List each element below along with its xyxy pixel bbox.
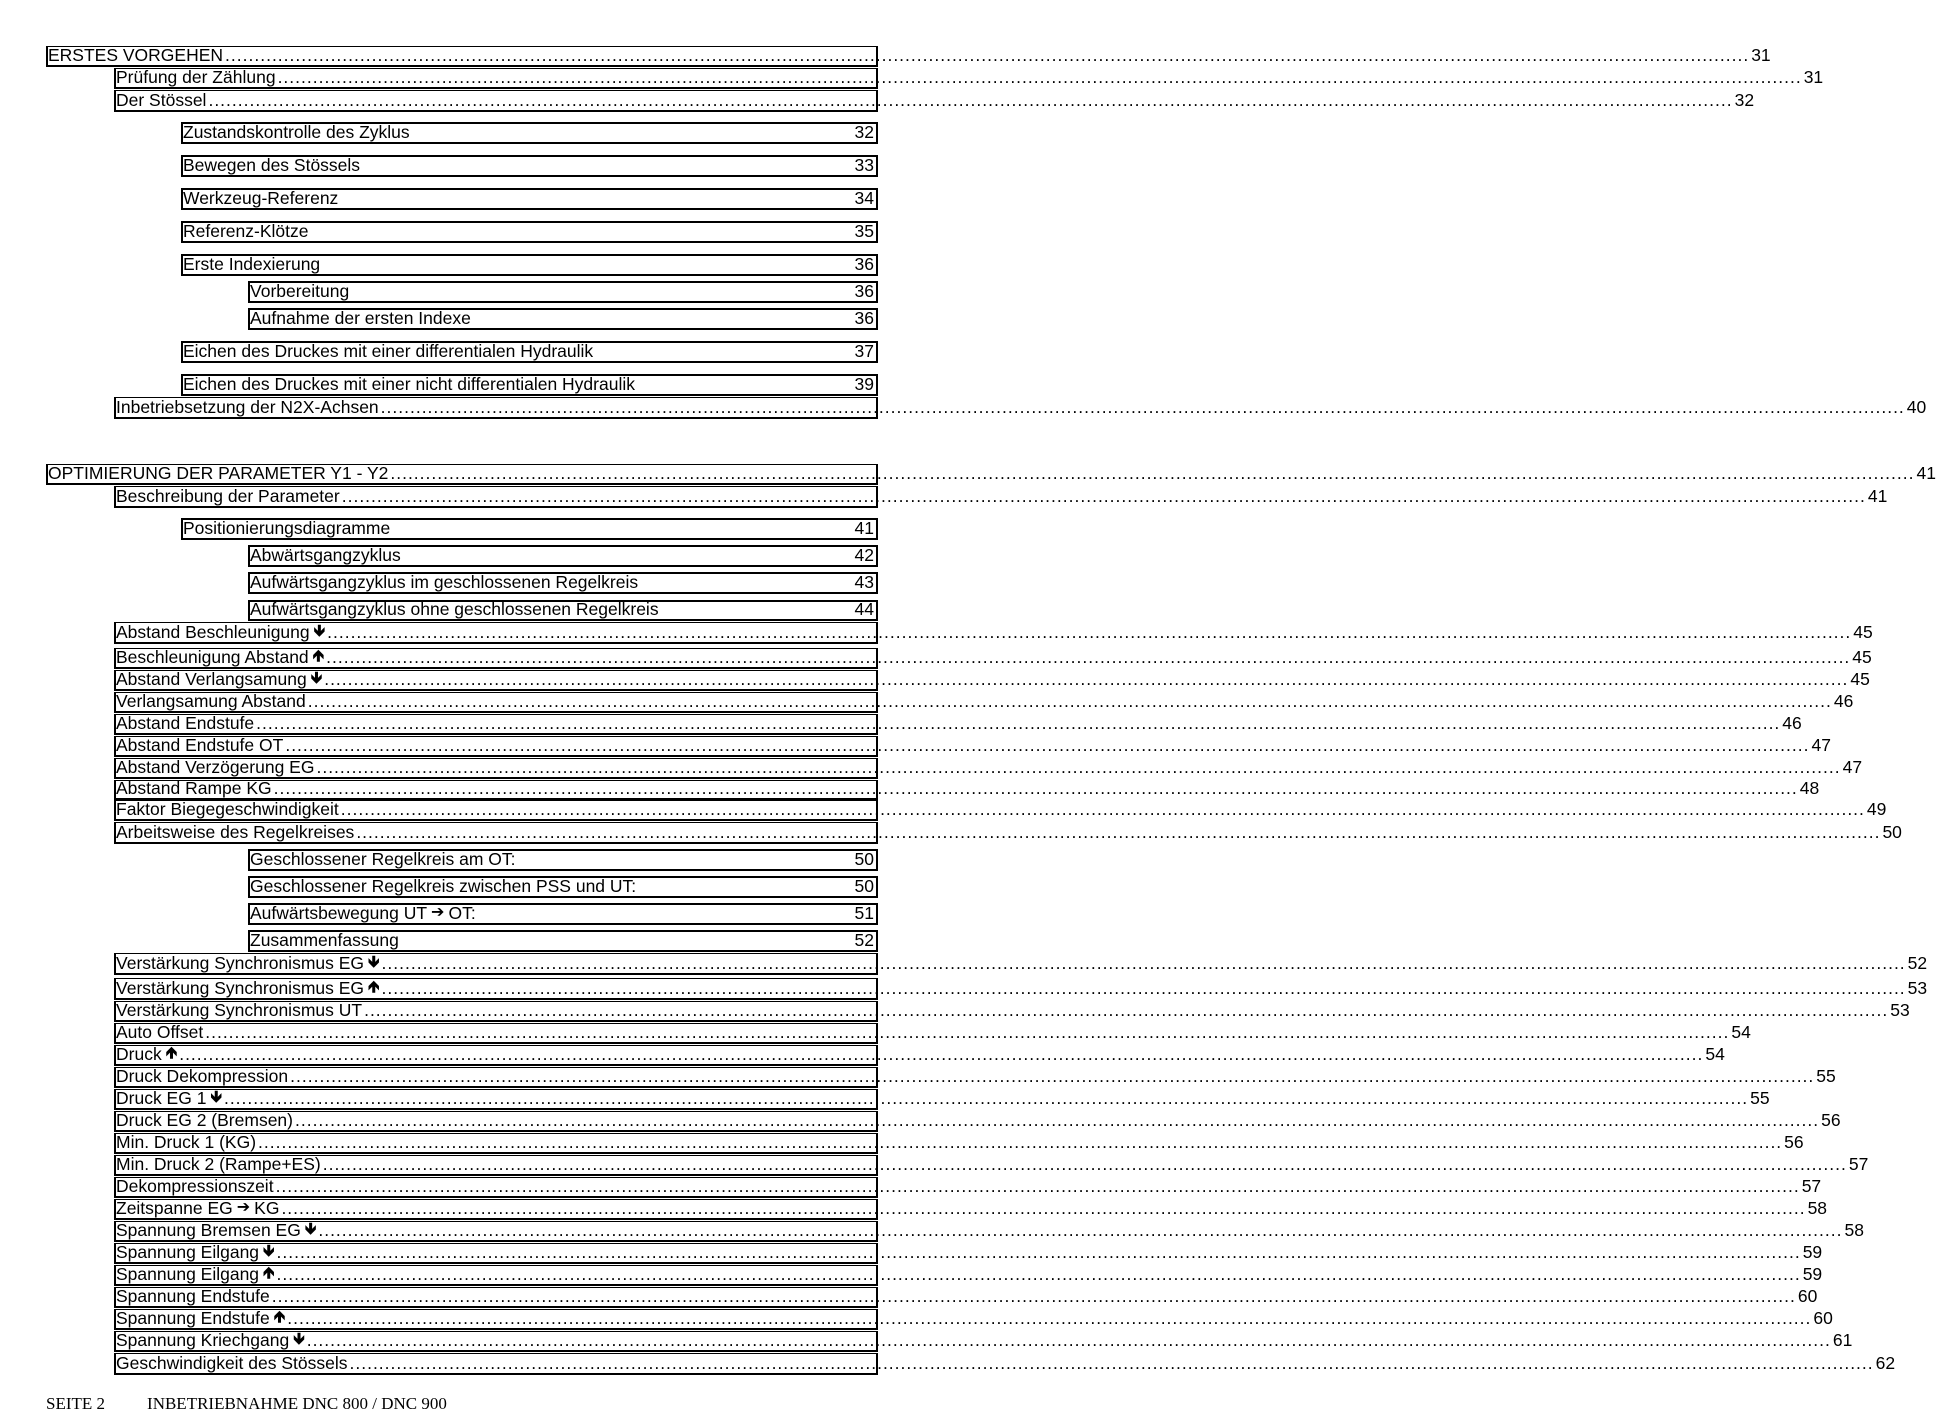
toc-entry-page-number: 55 [1750, 1088, 1770, 1108]
toc-entry[interactable] [181, 122, 878, 144]
toc-entry-page-number: 46 [1833, 691, 1854, 711]
toc-entry[interactable] [114, 1220, 1864, 1242]
toc-entry[interactable] [248, 600, 878, 621]
toc-entry-title: Beschleunigung Abstand [116, 647, 309, 667]
arrow-down-icon: 🡻 [293, 1331, 305, 1348]
dot-leader: .................................................................................................................................................................................................................................................................... [208, 90, 1733, 110]
toc-entry-page-number: 39 [854, 374, 874, 394]
toc-entry[interactable] [181, 254, 878, 276]
toc-entry[interactable] [181, 518, 878, 540]
dot-leader: .................................................................................................................................................................................................................................................................... [349, 1353, 1874, 1373]
toc-entry-page-number: 37 [854, 341, 874, 361]
toc-entry-title: Vorbereitung [250, 281, 350, 301]
toc-entry-title: Spannung Kriechgang [116, 1330, 290, 1350]
toc-entry[interactable] [114, 67, 1824, 89]
toc-entry[interactable] [46, 463, 1936, 485]
dot-leader: .................................................................................................................................................................................................................................................................... [225, 45, 1750, 65]
dot-leader: .................................................................................................................................................................................................................................................................... [380, 397, 1905, 417]
toc-entry-title: Auto Offset [116, 1022, 204, 1042]
toc-entry-title: Faktor Biegegeschwindigkeit [116, 799, 339, 819]
toc-entry-page-number: 52 [1907, 953, 1928, 973]
toc-entry-page-number: 43 [854, 572, 874, 592]
toc-entry-page-number: 41 [1916, 463, 1936, 483]
toc-entry-title: Spannung Endstufe [116, 1286, 270, 1306]
toc-entry[interactable] [181, 188, 878, 210]
arrow-down-icon: 🡻 [210, 1089, 222, 1106]
toc-entry-page-number: 59 [1802, 1242, 1823, 1262]
toc-entry[interactable] [114, 691, 1854, 713]
toc-entry-page-number: 46 [1782, 713, 1802, 733]
toc-entry-title-tail: OT: [448, 903, 476, 923]
toc-entry-title: Arbeitsweise des Regelkreises [116, 822, 355, 842]
toc-entry-page-number: 55 [1816, 1066, 1836, 1086]
toc-entry-page-number: 45 [1850, 669, 1870, 689]
dot-leader: .................................................................................................................................................................................................................................................................... [276, 1242, 1801, 1262]
dot-leader: .................................................................................................................................................................................................................................................................... [223, 1088, 1749, 1108]
toc-entry-title: Aufwärtsgangzyklus im geschlossenen Regelkreis [250, 572, 639, 592]
toc-entry-title: Verlangsamung Abstand [116, 691, 306, 711]
toc-entry-title: Zustandskontrolle des Zyklus [183, 122, 410, 142]
toc-entry-page-number: 31 [1803, 67, 1824, 87]
toc-entry-page-number: 44 [854, 599, 874, 619]
toc-entry-title: Geschwindigkeit des Stössels [116, 1353, 348, 1373]
toc-entry-title: Druck EG 2 (Bremsen) [116, 1110, 293, 1130]
toc-entry[interactable] [114, 1264, 1823, 1286]
toc-entry-page-number: 54 [1731, 1022, 1751, 1042]
toc-entry-title: Druck [116, 1044, 162, 1064]
toc-entry-page-number: 41 [854, 518, 874, 538]
toc-entry[interactable] [114, 778, 1820, 800]
arrow-down-icon: 🡻 [310, 670, 323, 687]
toc-entry-page-number: 57 [1801, 1176, 1822, 1196]
page-footer [46, 1394, 447, 1414]
toc-entry-title: Druck Dekompression [116, 1066, 289, 1086]
toc-entry-title: Abstand Beschleunigung [116, 622, 310, 642]
toc-entry-page-number: 60 [1813, 1308, 1833, 1328]
toc-entry-page-number: 45 [1852, 647, 1872, 667]
toc-entry[interactable] [181, 221, 878, 243]
toc-entry-page-number: 32 [1734, 90, 1755, 110]
dot-leader: .................................................................................................................................................................................................................................................................... [307, 691, 1832, 711]
toc-entry[interactable] [114, 799, 1887, 821]
toc-entry[interactable] [114, 1132, 1804, 1154]
arrow-up-icon: 🡹 [273, 1309, 286, 1326]
toc-entry[interactable] [114, 1353, 1896, 1375]
toc-entry-title: Bewegen des Stössels [183, 155, 361, 175]
toc-entry-page-number: 50 [1882, 822, 1902, 842]
toc-entry-title: Verstärkung Synchronismus EG [116, 978, 365, 998]
toc-entry-page-number: 47 [1842, 757, 1863, 777]
dot-leader: .................................................................................................................................................................................................................................................................... [276, 1264, 1801, 1284]
toc-entry-page-number: 50 [854, 876, 874, 896]
toc-entry-title: Aufwärtsgangzyklus ohne geschlossenen Regelkreis [250, 599, 659, 619]
toc-entry[interactable] [114, 1000, 1910, 1022]
toc-entry-title: Abstand Endstufe OT [116, 735, 284, 755]
toc-entry-title: Verstärkung Synchronismus EG [116, 953, 365, 973]
toc-entry-title: Zeitspanne EG [116, 1198, 233, 1218]
toc-entry[interactable] [114, 669, 1870, 691]
toc-entry[interactable] [114, 1286, 1818, 1308]
toc-entry[interactable] [114, 1044, 1725, 1066]
toc-entry-title: ERSTES VORGEHEN [48, 45, 224, 65]
toc-entry-page-number: 36 [854, 281, 874, 301]
arrow-up-icon: 🡹 [263, 1265, 275, 1282]
toc-entry-title: Aufnahme der ersten Indexe [250, 308, 471, 328]
toc-entry-page-number: 31 [1751, 45, 1771, 65]
toc-entry[interactable] [46, 45, 1771, 67]
toc-entry-title: OPTIMIERUNG DER PARAMETER Y1 - Y2 [48, 463, 389, 483]
toc-entry-title: Der Stössel [116, 90, 207, 110]
toc-entry-page-number: 60 [1797, 1286, 1818, 1306]
toc-entry[interactable] [114, 713, 1802, 735]
toc-entry-title: Aufwärtsbewegung UT [250, 903, 428, 923]
dot-leader: .................................................................................................................................................................................................................................................................... [340, 799, 1865, 819]
toc-entry-page-number: 53 [1907, 978, 1928, 998]
dot-leader: .................................................................................................................................................................................................................................................................... [281, 1198, 1806, 1218]
toc-entry-title: Positionierungsdiagramme [183, 518, 391, 538]
toc-entry[interactable] [248, 545, 878, 567]
toc-entry[interactable] [114, 735, 1831, 757]
toc-entry[interactable] [181, 374, 878, 396]
dot-leader: .................................................................................................................................................................................................................................................................... [322, 1154, 1847, 1174]
dot-leader: .................................................................................................................................................................................................................................................................... [326, 647, 1851, 667]
footer-document-title: INBETRIEBNAHME DNC 800 / DNC 900 [147, 1394, 447, 1413]
toc-entry[interactable] [114, 90, 1755, 112]
toc-entry[interactable] [248, 281, 878, 303]
toc-entry[interactable] [114, 1242, 1823, 1264]
toc-entry[interactable] [114, 622, 1873, 644]
toc-entry-title: Spannung Eilgang [116, 1264, 260, 1284]
toc-entry-page-number: 47 [1811, 735, 1831, 755]
dot-leader: .................................................................................................................................................................................................................................................................... [324, 669, 1849, 689]
toc-entry-page-number: 58 [1844, 1220, 1864, 1240]
toc-entry-title: Min. Druck 1 (KG) [116, 1132, 257, 1152]
toc-entry-title: Abstand Verlangsamung [116, 669, 307, 689]
toc-entry[interactable] [181, 155, 878, 177]
toc-entry[interactable] [248, 876, 878, 898]
toc-entry-title: Dekompressionszeit [116, 1176, 274, 1196]
arrow-up-icon: 🡹 [368, 979, 380, 996]
toc-entry[interactable] [114, 1330, 1853, 1352]
arrow-down-icon: 🡻 [304, 1221, 317, 1238]
toc-entry-page-number: 57 [1848, 1154, 1869, 1174]
toc-entry[interactable] [114, 1198, 1828, 1220]
toc-entry-title: Erste Indexierung [183, 254, 321, 274]
toc-entry-page-number: 32 [854, 122, 874, 142]
toc-entry[interactable] [114, 1308, 1833, 1330]
toc-entry-title: Werkzeug-Referenz [183, 188, 339, 208]
toc-entry-page-number: 41 [1867, 486, 1888, 506]
toc-entry-page-number: 56 [1821, 1110, 1841, 1130]
arrow-up-icon: 🡹 [312, 648, 325, 665]
toc-entry-title: Min. Druck 2 (Rampe+ES) [116, 1154, 321, 1174]
arrow-down-icon: 🡻 [313, 623, 326, 640]
dot-leader: .................................................................................................................................................................................................................................................................... [179, 1044, 1704, 1064]
footer-page-label: SEITE 2 [46, 1394, 106, 1413]
toc-entry-title: Spannung Endstufe [116, 1308, 270, 1328]
toc-entry-title: Beschreibung der Parameter [116, 486, 340, 506]
dot-leader: .................................................................................................................................................................................................................................................................... [285, 735, 1810, 755]
toc-entry[interactable] [248, 308, 878, 330]
toc-entry-page-number: 36 [854, 254, 874, 274]
dot-leader: .................................................................................................................................................................................................................................................................... [327, 622, 1852, 642]
toc-entry-page-number: 51 [854, 903, 874, 923]
toc-entry[interactable] [114, 1110, 1841, 1132]
dot-leader: .................................................................................................................................................................................................................................................................... [381, 953, 1906, 973]
toc-entry-page-number: 54 [1705, 1044, 1725, 1064]
dot-leader: .................................................................................................................................................................................................................................................................... [356, 822, 1881, 842]
arrow-down-icon: 🡻 [368, 954, 380, 971]
toc-entry-title: Geschlossener Regelkreis zwischen PSS und UT: [250, 876, 637, 896]
dot-leader: .................................................................................................................................................................................................................................................................... [273, 778, 1798, 798]
toc-entry[interactable] [114, 978, 1928, 1000]
toc-entry-title: Referenz-Klötze [183, 221, 309, 241]
dot-leader: .................................................................................................................................................................................................................................................................... [287, 1308, 1812, 1328]
toc-entry[interactable] [114, 1154, 1869, 1176]
dot-leader: .................................................................................................................................................................................................................................................................... [341, 486, 1866, 506]
toc-entry[interactable] [248, 572, 878, 594]
toc-entry[interactable] [114, 397, 1927, 419]
toc-entry-page-number: 53 [1890, 1000, 1910, 1020]
toc-entry-title: Spannung Eilgang [116, 1242, 260, 1262]
toc-entry-page-number: 50 [854, 849, 874, 869]
toc-entry[interactable] [114, 1176, 1822, 1198]
dot-leader: .................................................................................................................................................................................................................................................................... [294, 1110, 1820, 1130]
toc-entry-title: Eichen des Druckes mit einer differentialen Hydraulik [183, 341, 594, 361]
toc-entry-title-tail: KG [254, 1198, 280, 1218]
toc-entry-title: Geschlossener Regelkreis am OT: [250, 849, 516, 869]
toc-entry-title: Zusammenfassung [250, 930, 399, 950]
dot-leader: .................................................................................................................................................................................................................................................................... [290, 1066, 1815, 1086]
toc-entry-title: Abwärtsgangzyklus [250, 545, 401, 565]
dot-leader: .................................................................................................................................................................................................................................................................... [275, 1176, 1800, 1196]
toc-entry-title: Abstand Rampe KG [116, 778, 272, 798]
toc-entry-title: Verstärkung Synchronismus UT [116, 1000, 363, 1020]
dot-leader: .................................................................................................................................................................................................................................................................... [306, 1330, 1831, 1350]
toc-entry-page-number: 33 [854, 155, 874, 175]
arrow-right-icon: ➔ [236, 1199, 251, 1216]
toc-entry-page-number: 42 [854, 545, 874, 565]
toc-entry-page-number: 40 [1906, 397, 1927, 417]
toc-entry-title: Abstand Verzögerung EG [116, 757, 315, 777]
toc-entry-title: Prüfung der Zählung [116, 67, 276, 87]
toc-entry-title: Druck EG 1 [116, 1088, 207, 1108]
dot-leader: .................................................................................................................................................................................................................................................................... [318, 1220, 1843, 1240]
toc-entry[interactable] [181, 341, 878, 363]
toc-entry[interactable] [248, 849, 878, 871]
dot-leader: .................................................................................................................................................................................................................................................................... [381, 978, 1906, 998]
toc-entry[interactable] [248, 930, 878, 952]
toc-entry-page-number: 34 [854, 188, 874, 208]
toc-entry[interactable] [114, 757, 1863, 779]
toc-entry-page-number: 58 [1807, 1198, 1828, 1218]
toc-entry[interactable] [114, 953, 1928, 975]
toc-entry[interactable] [114, 822, 1902, 844]
toc-entry[interactable] [114, 486, 1888, 508]
toc-entry-title: Inbetriebsetzung der N2X-Achsen [116, 397, 379, 417]
dot-leader: .................................................................................................................................................................................................................................................................... [277, 67, 1802, 87]
toc-entry-page-number: 59 [1802, 1264, 1823, 1284]
toc-entry-title: Abstand Endstufe [116, 713, 255, 733]
dot-leader: .................................................................................................................................................................................................................................................................... [205, 1022, 1730, 1042]
dot-leader: .................................................................................................................................................................................................................................................................... [390, 463, 1915, 483]
toc-entry[interactable] [114, 1088, 1770, 1110]
toc-entry-page-number: 45 [1853, 622, 1873, 642]
dot-leader: .................................................................................................................................................................................................................................................................... [256, 713, 1781, 733]
toc-entry[interactable] [114, 1066, 1836, 1088]
toc-entry[interactable] [248, 903, 878, 925]
toc-entry[interactable] [114, 1022, 1751, 1044]
toc-entry[interactable] [114, 647, 1872, 669]
arrow-right-icon: ➔ [431, 904, 445, 921]
toc-entry-page-number: 49 [1866, 799, 1887, 819]
dot-leader: .................................................................................................................................................................................................................................................................... [258, 1132, 1783, 1152]
dot-leader: .................................................................................................................................................................................................................................................................... [364, 1000, 1889, 1020]
dot-leader: .................................................................................................................................................................................................................................................................... [316, 757, 1841, 777]
toc-entry-page-number: 62 [1875, 1353, 1896, 1373]
toc-entry-page-number: 52 [854, 930, 874, 950]
toc-entry-page-number: 56 [1784, 1132, 1804, 1152]
dot-leader: .................................................................................................................................................................................................................................................................... [271, 1286, 1796, 1306]
toc-entry-page-number: 61 [1832, 1330, 1853, 1350]
toc-entry-page-number: 36 [854, 308, 874, 328]
arrow-up-icon: 🡹 [165, 1045, 178, 1062]
toc-entry-page-number: 48 [1799, 778, 1820, 798]
toc-entry-page-number: 35 [854, 221, 874, 241]
arrow-down-icon: 🡻 [263, 1243, 275, 1260]
toc-entry-title: Eichen des Druckes mit einer nicht differentialen Hydraulik [183, 374, 635, 394]
toc-entry-title: Spannung Bremsen EG [116, 1220, 301, 1240]
